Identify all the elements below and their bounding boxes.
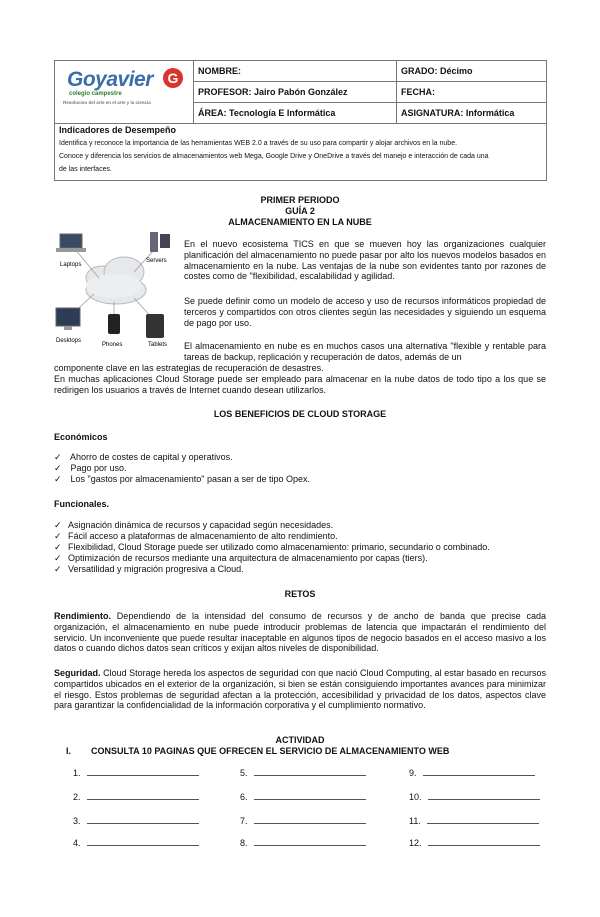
answer-slot[interactable]: 4. (73, 837, 199, 848)
intro-paragraph: En el nuevo ecosistema TICS en que se mueven hoy las organizaciones cualquier planificación del almacenamiento no puede pasar por alto los nuevos modelos basados en almacenamiento en la nube. Las ventajas de la nube son evidentes tanto por razones de costes como de "flexibilidad, escalabilidad y agilidad. (184, 239, 546, 282)
check-icon: ✓ (54, 463, 62, 473)
cloud-diagram (54, 230, 176, 352)
cloud-icon (86, 257, 146, 304)
phone-icon (108, 314, 120, 334)
indicador-line: Identifica y reconoce la importancia de las herramientas WEB 2.0 a través de su uso para compartir y alojar archivos en la nube. (59, 140, 458, 147)
profesor-field: PROFESOR: Jairo Pabón González (194, 82, 397, 103)
diagram-label: Phones (102, 342, 123, 348)
tablet-icon (146, 314, 164, 338)
logo-subtitle: colegio campestre (69, 91, 122, 97)
intro-paragraph: Se puede definir como un modelo de acceso y uso de recursos informáticos propiedad de terceros y compartidos con otros clientes según las necesidades y siguiendo un esquema de pago por uso. (184, 296, 546, 328)
retos-title: RETOS (284, 589, 316, 599)
check-icon: ✓ (54, 520, 62, 530)
list-item: ✓ Optimización de recursos mediante una arquitectura de almacenamiento por capas (tiers). (54, 553, 428, 563)
list-item: ✓ Fácil acceso a plataformas de almacenamiento de alto rendimiento. (54, 531, 338, 541)
intro-paragraph: componente clave en las estrategias de recuperación de desastres. (54, 363, 324, 373)
check-icon: ✓ (54, 531, 62, 541)
actividad-title: ACTIVIDAD (275, 735, 325, 745)
logo-cell (55, 61, 194, 124)
rendimiento-paragraph: Rendimiento. Dependiendo de la intensidad del consumo de recursos y de ancho de banda que precise cada organización, el almacenamiento en nube puede introducir problemas de latencia que impactarán el rendimiento del servicio. Un inconveniente que puede resultar inaceptable en algunos tipos de negocio basados en el acceso masivo a los datos o cuando dichos datos sean críticos y exijan altos niveles de disponibilidad. (54, 611, 546, 654)
check-icon: ✓ (54, 452, 62, 462)
diagram-label: Tablets (148, 342, 168, 348)
diagram-label: Servers (146, 258, 167, 264)
list-item: ✓ Ahorro de costes de capital y operativos. (54, 452, 233, 462)
economicos-title: Económicos (54, 432, 108, 442)
check-icon: ✓ (54, 542, 62, 552)
roman-numeral: I. (66, 746, 72, 756)
answer-slot[interactable]: 5. (240, 767, 366, 778)
answer-slot[interactable]: 8. (240, 837, 366, 848)
school-logo (59, 62, 189, 122)
list-item: ✓ Versatilidad y migración progresiva a Cloud. (54, 564, 244, 574)
check-icon: ✓ (54, 564, 62, 574)
intro-paragraph: El almacenamiento en nube es en muchos casos una alternativa "flexible y rentable para tareas de backup, replicación y recuperación de datos, además de un (184, 341, 546, 362)
indicadores-box (54, 123, 547, 181)
grado-field: GRADO: Décimo (397, 61, 547, 82)
desktop-icon (56, 308, 80, 330)
answer-slot[interactable]: 11. (409, 815, 539, 826)
intro-paragraph: En muchas aplicaciones Cloud Storage puede ser empleado para almacenar en la nube datos de todo tipo a los que se redirigen los usuarios a través de Internet cuando desean utilizarlos. (54, 374, 546, 395)
funcionales-list (54, 520, 554, 575)
logo-name: Goyavier (67, 68, 153, 91)
answer-slot[interactable]: 7. (240, 815, 366, 826)
answer-slot[interactable]: 12. (409, 837, 540, 848)
list-item: ✓ Los "gastos por almacenamiento" pasan a ser de tipo Opex. (54, 474, 311, 484)
answer-slot[interactable]: 10. (409, 791, 540, 802)
period-title: PRIMER PERIODO (260, 195, 340, 205)
answer-slot[interactable]: 1. (73, 767, 199, 778)
actividad-instruction: CONSULTA 10 PAGINAS QUE OFRECEN EL SERVICIO DE ALMACENAMIENTO WEB (91, 746, 450, 756)
list-item: ✓ Flexibilidad, Cloud Storage puede ser utilizado como almacenamiento: primario, secundario o combinado. (54, 542, 490, 552)
list-item: ✓ Pago por uso. (54, 463, 127, 473)
indicador-line: Conoce y diferencia los servicios de almacenamientos web Mega, Google Drive y OneDrive a través del manejo e interacción de cada una (59, 153, 489, 160)
rendimiento-label: Rendimiento. (54, 611, 112, 621)
server-icon (150, 232, 170, 252)
logo-tagline: Resolucion del arte en el arte y la ciencia (63, 100, 151, 105)
answer-slot[interactable]: 6. (240, 791, 366, 802)
topic-title: ALMACENAMIENTO EN LA NUBE (228, 217, 372, 227)
benefits-title: LOS BENEFICIOS DE CLOUD STORAGE (213, 409, 387, 419)
list-item: ✓ Asignación dinámica de recursos y capacidad según necesidades. (54, 520, 334, 530)
funcionales-title: Funcionales. (54, 499, 110, 509)
answer-slot[interactable]: 2. (73, 791, 199, 802)
diagram-label: Desktops (56, 338, 82, 344)
header-table (54, 60, 547, 124)
logo-letter-icon: G (163, 68, 183, 88)
seguridad-paragraph: Seguridad. Cloud Storage hereda los aspectos de seguridad con que nació Cloud Computing, al estar basado en recursos compartidos ubicados en el exterior de la organización, si bien se están consiguiendo importantes avances para minimizar el riesgo. Estos problemas de seguridad afectan a la protección, accesibilidad y privacidad de los datos, aspectos clave para garantizar la confidencialidad de la información corporativa y el cumplimiento normativo. (54, 668, 546, 711)
guide-title: GUÍA 2 (285, 206, 315, 216)
check-icon: ✓ (54, 553, 62, 563)
asignatura-field: ASIGNATURA: Informática (397, 103, 547, 124)
diagram-label: Laptops (60, 262, 82, 268)
answer-slot[interactable]: 9. (409, 767, 535, 778)
answer-slot[interactable]: 3. (73, 815, 199, 826)
fecha-field: FECHA: (397, 82, 547, 103)
seguridad-label: Seguridad. (54, 668, 101, 678)
laptop-icon (56, 234, 86, 252)
area-field: ÁREA: Tecnología E Informática (194, 103, 397, 124)
check-icon: ✓ (54, 474, 62, 484)
indicadores-title: Indicadores de Desempeño (59, 125, 177, 135)
nombre-field: NOMBRE: (194, 61, 397, 82)
economicos-list (54, 452, 546, 485)
indicador-line: de las interfaces. (59, 166, 112, 173)
